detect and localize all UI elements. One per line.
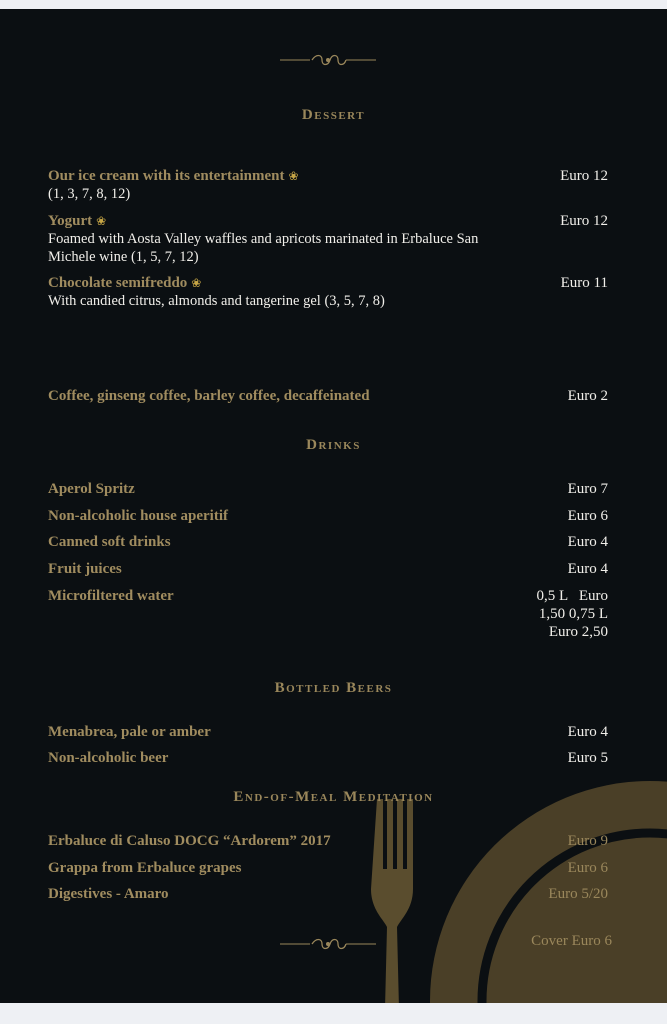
item-price: Euro 11 — [560, 275, 608, 291]
menu-item — [48, 480, 608, 498]
item-name: Yogurt — [48, 213, 93, 229]
item-name: Aperol Spritz — [48, 481, 135, 497]
menu-item — [48, 560, 608, 578]
item-price — [518, 587, 608, 641]
section-title-drinks: Drinks — [306, 437, 361, 453]
item-price: Euro 9 — [567, 833, 608, 849]
item-name: Microfiltered water — [48, 588, 174, 604]
menu-item — [48, 832, 608, 850]
menu-item — [48, 749, 608, 767]
menu-item — [48, 507, 608, 525]
item-name: Erbaluce di Caluso DOCG “Ardorem” 2017 — [48, 833, 331, 849]
menu-item — [48, 387, 608, 405]
item-price: Euro 2 — [567, 388, 608, 404]
menu-item — [48, 533, 608, 551]
menu-page — [0, 9, 667, 1003]
item-price: Euro 6 — [567, 860, 608, 876]
leaf-icon: ❀ — [96, 214, 107, 228]
menu-item — [48, 723, 608, 741]
item-name: Canned soft drinks — [48, 534, 171, 550]
item-name: Menabrea, pale or amber — [48, 724, 211, 740]
cover-charge: Cover Euro 6 — [531, 933, 612, 949]
item-name: Non-alcoholic beer — [48, 750, 169, 766]
water-price-line: Euro 2,50 — [548, 624, 608, 640]
leaf-icon: ❀ — [191, 276, 202, 290]
item-name: Fruit juices — [48, 561, 122, 577]
item-price: Euro 12 — [560, 213, 608, 229]
item-price: Euro 4 — [567, 724, 608, 740]
item-price: Euro 5 — [567, 750, 608, 766]
scroll-ornament-icon — [280, 53, 376, 67]
menu-item — [48, 167, 608, 203]
item-name: Grappa from Erbaluce grapes — [48, 860, 242, 876]
item-price: Euro 7 — [567, 481, 608, 497]
menu-item — [48, 212, 608, 266]
menu-item — [48, 859, 608, 877]
section-title-dessert: Dessert — [301, 107, 366, 123]
item-description: (1, 3, 7, 8, 12) — [48, 186, 131, 202]
item-price: Euro 4 — [567, 534, 608, 550]
item-name: Non-alcoholic house aperitif — [48, 508, 228, 524]
item-name: Digestives - Amaro — [48, 886, 169, 902]
item-price: Euro 5/20 — [548, 886, 608, 902]
menu-item — [48, 885, 608, 903]
item-description: Foamed with Aosta Valley waffles and apricots marinated in Erbaluce San Michele wine (1, 5, 7, 12) — [48, 231, 479, 265]
section-title-meditation: End-of-Meal Meditation — [233, 789, 434, 805]
item-price: Euro 12 — [560, 168, 608, 184]
scroll-ornament-icon — [280, 937, 376, 951]
item-name: Our ice cream with its entertainment — [48, 168, 285, 184]
menu-item — [48, 587, 608, 640]
section-title-bottled-beers: Bottled Beers — [274, 680, 393, 696]
leaf-icon: ❀ — [288, 169, 299, 183]
item-description: With candied citrus, almonds and tangerine gel (3, 5, 7, 8) — [48, 293, 385, 309]
item-name: Chocolate semifreddo — [48, 275, 188, 291]
item-price: Euro 6 — [567, 508, 608, 524]
menu-item — [48, 274, 608, 310]
water-price-line: 1,50 0,75 L — [538, 606, 608, 622]
item-price: Euro 4 — [567, 561, 608, 577]
water-price-line: 0,5 L Euro — [536, 588, 608, 604]
item-name: Coffee, ginseng coffee, barley coffee, decaffeinated — [48, 388, 370, 404]
